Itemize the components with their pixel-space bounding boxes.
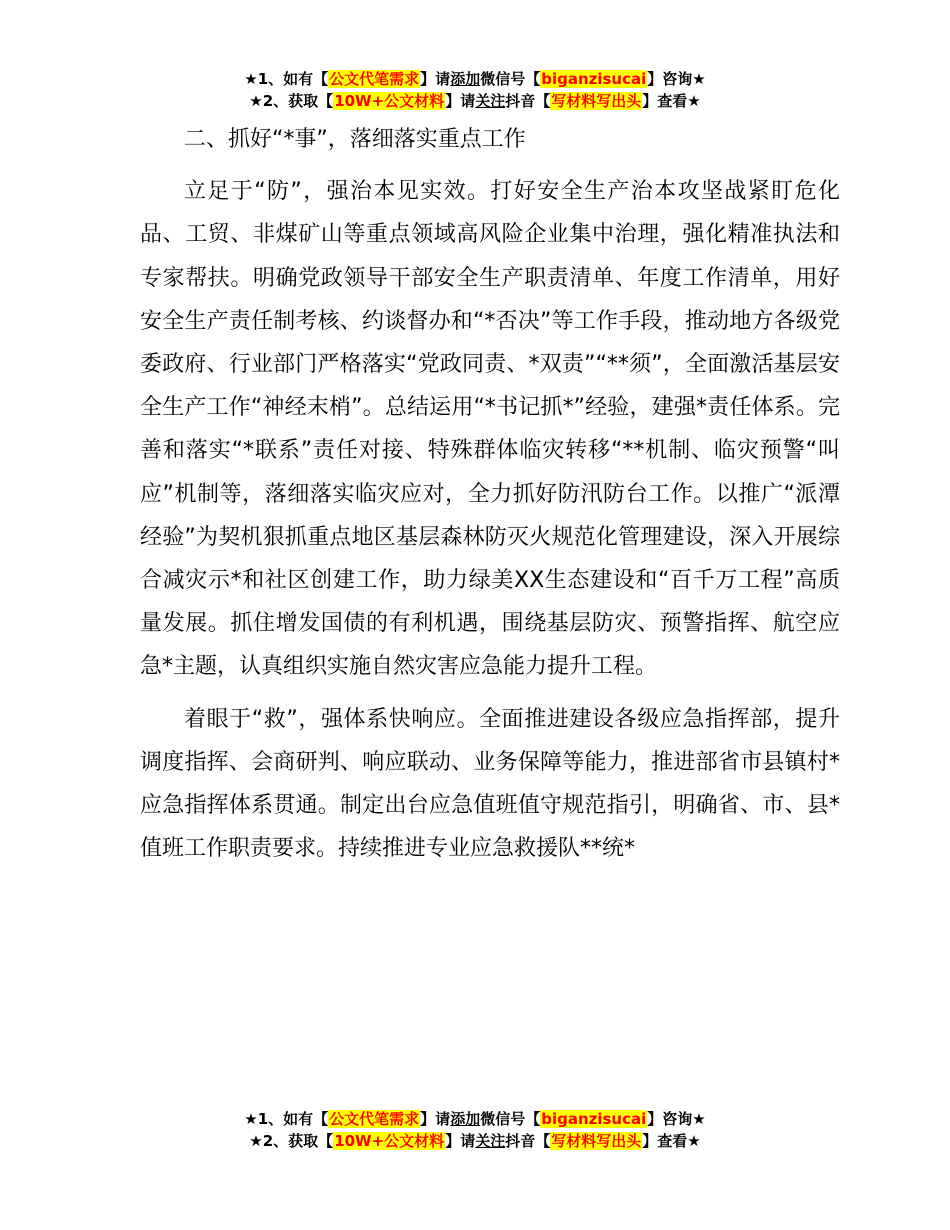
promo-line-1: ★1、如有【公文代笔需求】请添加微信号【biganzisucai】咨询★ <box>244 70 706 88</box>
header-promo-banner <box>0 68 950 112</box>
star-icon: ★ <box>249 92 263 110</box>
promo-line-2: ★2、获取【10W+公文材料】请关注抖音【写材料写出头】查看★ <box>249 1132 701 1150</box>
footer-promo-banner <box>0 1108 950 1152</box>
highlight-douyin-account: 写材料写出头 <box>551 92 642 110</box>
section-heading: 二、抓好“*事”，落细落实重点工作 <box>184 127 526 152</box>
promo-line-1: ★1、如有【公文代笔需求】请添加微信号【biganzisucai】咨询★ <box>244 1110 706 1128</box>
paragraph-prevention: 立足于“防”，强治本见实效。打好安全生产治本攻坚战紧盯危化品、工贸、非煤矿山等重点领域高风险企业集中治理，强化精准执法和专家帮扶。明确党政领导干部安全生产职责清单、年度工作清单，用好安全生产责任制考核、约谈督办和“*否决”等工作手段，推动地方各级党委政府、行业部门严格落实“党政同责、*双责”“**须”，全面激活基层安全生产工作“神经末梢”。总结运用“*书记抓*”经验，建强*责任体系。完善和落实“*联系”责任对接、特殊群体临灾转移“**机制、临灾预警“叫应”机制等，落细落实临灾应对，全力抓好防汛防台工作。以推广“派潭经验”为契机狠抓重点地区基层森林防灭火规范化管理建设，深入开展综合减灾示*和社区创建工作，助力绿美XX生态建设和“百千万工程”高质量发展。抓住增发国债的有利机遇，围绕基层防灾、预警指挥、航空应急*主题，认真组织实施自然灾害应急能力提升工程。 <box>140 179 840 680</box>
promo-line-2: ★2、获取【10W+公文材料】请关注抖音【写材料写出头】查看★ <box>249 92 701 110</box>
highlight-materials: 10W+公文材料 <box>334 1132 445 1150</box>
star-icon: ★ <box>244 1110 258 1128</box>
paragraph-rescue: 着眼于“救”，强体系快响应。全面推进建设各级应急指挥部，提升调度指挥、会商研判、响应联动、业务保障等能力，推进部省市县镇村*应急指挥体系贯通。制定出台应急值班值守规范指引，明确省、市、县*值班工作职责要求。持续推进专业应急救援队**统* <box>140 706 840 862</box>
star-icon: ★ <box>244 70 258 88</box>
highlight-wechat-id: biganzisucai <box>541 70 647 88</box>
star-icon: ★ <box>249 1132 263 1150</box>
highlight-service: 公文代笔需求 <box>329 70 420 88</box>
document-body <box>140 118 840 870</box>
highlight-service: 公文代笔需求 <box>329 1110 420 1128</box>
highlight-wechat-id: biganzisucai <box>541 1110 647 1128</box>
highlight-douyin-account: 写材料写出头 <box>551 1132 642 1150</box>
highlight-materials: 10W+公文材料 <box>334 92 445 110</box>
